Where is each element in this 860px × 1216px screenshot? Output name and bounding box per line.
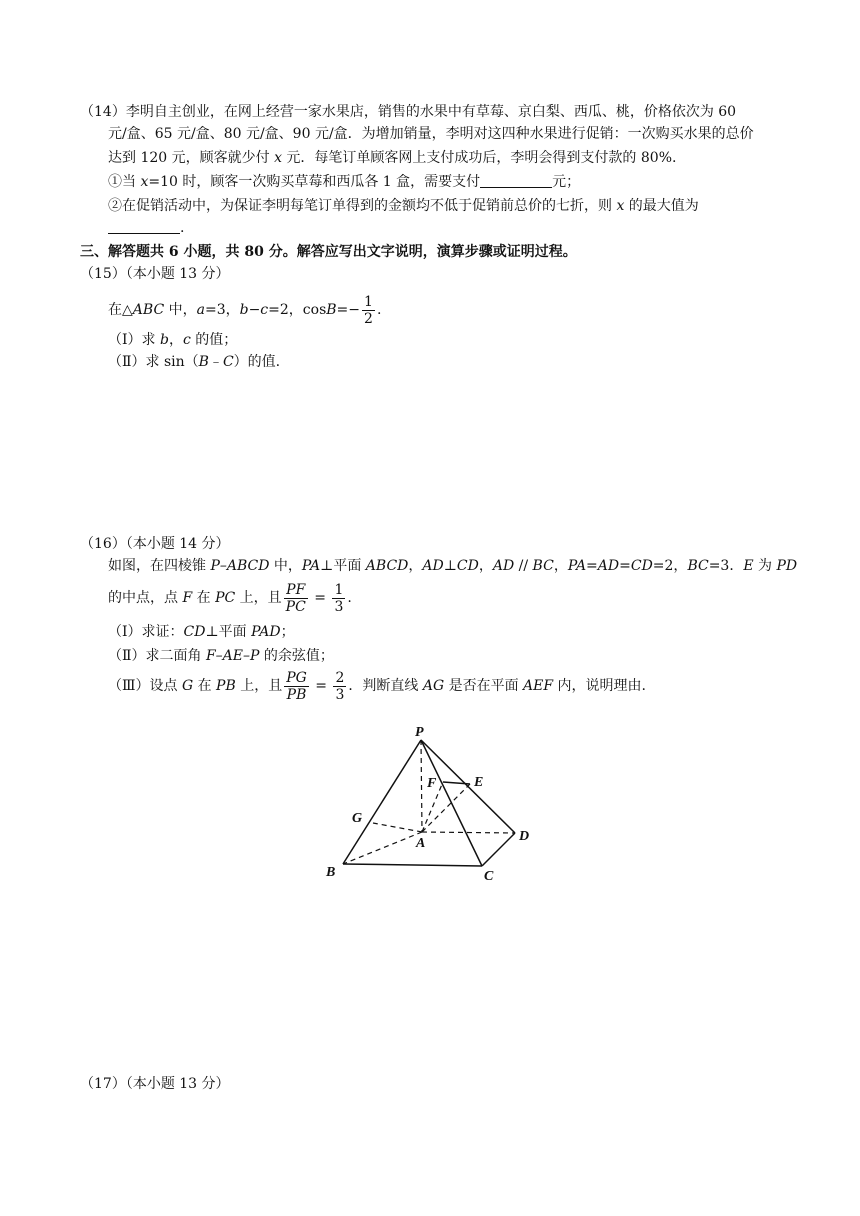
q14-sub2: ②在促销活动中，为保证李明每笔订单得到的金额均不低于促销前总价的七折，则 x 的最大值为 bbox=[108, 198, 699, 214]
edge-ab bbox=[343, 832, 422, 864]
q14-line3: 达到 120 元，顾客就少付 x 元．每笔订单顾客网上支付成功后，李明会得到支付款的 80%. bbox=[108, 150, 677, 166]
q14-number: （14） bbox=[80, 104, 126, 120]
q16-line2: 的中点，点 F 在 PC 上，且 $\frac{PF}{PC}$ = $\frac{1}{3}$ . bbox=[108, 581, 352, 615]
label-d: D bbox=[519, 829, 530, 844]
edge-pb bbox=[343, 740, 421, 864]
label-c: C bbox=[484, 869, 494, 884]
q16-part2: （Ⅱ）求二面角 F–AE–P 的余弦值； bbox=[108, 648, 334, 664]
label-g: G bbox=[352, 811, 363, 826]
q16-fraction-pf-pc: $\frac{PF}{PC}$ bbox=[285, 581, 306, 615]
label-e: E bbox=[474, 775, 484, 790]
edge-pc bbox=[421, 740, 482, 866]
q17-header: （17）（本小题 13 分） bbox=[80, 1076, 230, 1092]
edge-bc bbox=[343, 864, 482, 866]
edge-fe bbox=[443, 782, 470, 784]
q14-sub2-blank-line: . bbox=[108, 218, 184, 238]
label-p: P bbox=[415, 725, 424, 740]
label-f: F bbox=[427, 776, 437, 791]
label-b: B bbox=[326, 865, 336, 880]
q15-fraction: $\frac{1}{2}$ bbox=[364, 293, 373, 327]
edge-ad bbox=[422, 832, 515, 833]
edge-cd bbox=[482, 833, 515, 866]
q14-sub1: ①当 x=10 时，顾客一次购买草莓和西瓜各 1 盒，需要支付 元； bbox=[108, 174, 581, 190]
q15-header: （15）（本小题 13 分） bbox=[80, 266, 230, 282]
q15-stem: 在△ABC 中，a=3，b−c=2，cosB=− $\frac{1}{2}$ . bbox=[108, 293, 382, 327]
label-a: A bbox=[416, 836, 426, 851]
edge-pa bbox=[421, 740, 422, 832]
q15-part2: （Ⅱ）求 sin（B﹣C）的值. bbox=[108, 354, 281, 370]
q16-fraction-two-thirds: $\frac{2}{3}$ bbox=[335, 669, 345, 703]
q16-part3: （Ⅲ）设点 G 在 PB 上，且 $\frac{PG}{PB}$ = $\frac{2}{3}$ ．判断直线 AG 是否在平面 AEF 内，说明理由. bbox=[108, 669, 646, 703]
q16-fraction-pg-pb: $\frac{PG}{PB}$ bbox=[286, 669, 307, 703]
q16-part1: （Ⅰ）求证：CD⊥平面 PAD； bbox=[108, 624, 295, 640]
section-3-heading: 三、解答题共 6 小题，共 80 分。解答应写出文字说明，演算步骤或证明过程。 bbox=[80, 244, 577, 260]
q16-fraction-one-third: $\frac{1}{3}$ bbox=[334, 581, 344, 615]
edge-ag bbox=[373, 823, 422, 832]
q14-line2: 元/盒、65 元/盒、80 元/盒、90 元/盒．为增加销量，李明对这四种水果进行促销：一次购买水果的总价 bbox=[108, 126, 754, 142]
q16-line1: 如图，在四棱锥 P–ABCD 中，PA⊥平面 ABCD，AD⊥CD，AD // BC，PA=AD=CD=2，BC=3．E 为 PD bbox=[108, 558, 798, 574]
q14-line1: （14）李明自主创业，在网上经营一家水果店，销售的水果中有草莓、京白梨、西瓜、桃，价格依次为 60 bbox=[80, 104, 737, 120]
q16-header: （16）（本小题 14 分） bbox=[80, 536, 230, 552]
q15-part1: （Ⅰ）求 b，c 的值； bbox=[108, 332, 238, 348]
